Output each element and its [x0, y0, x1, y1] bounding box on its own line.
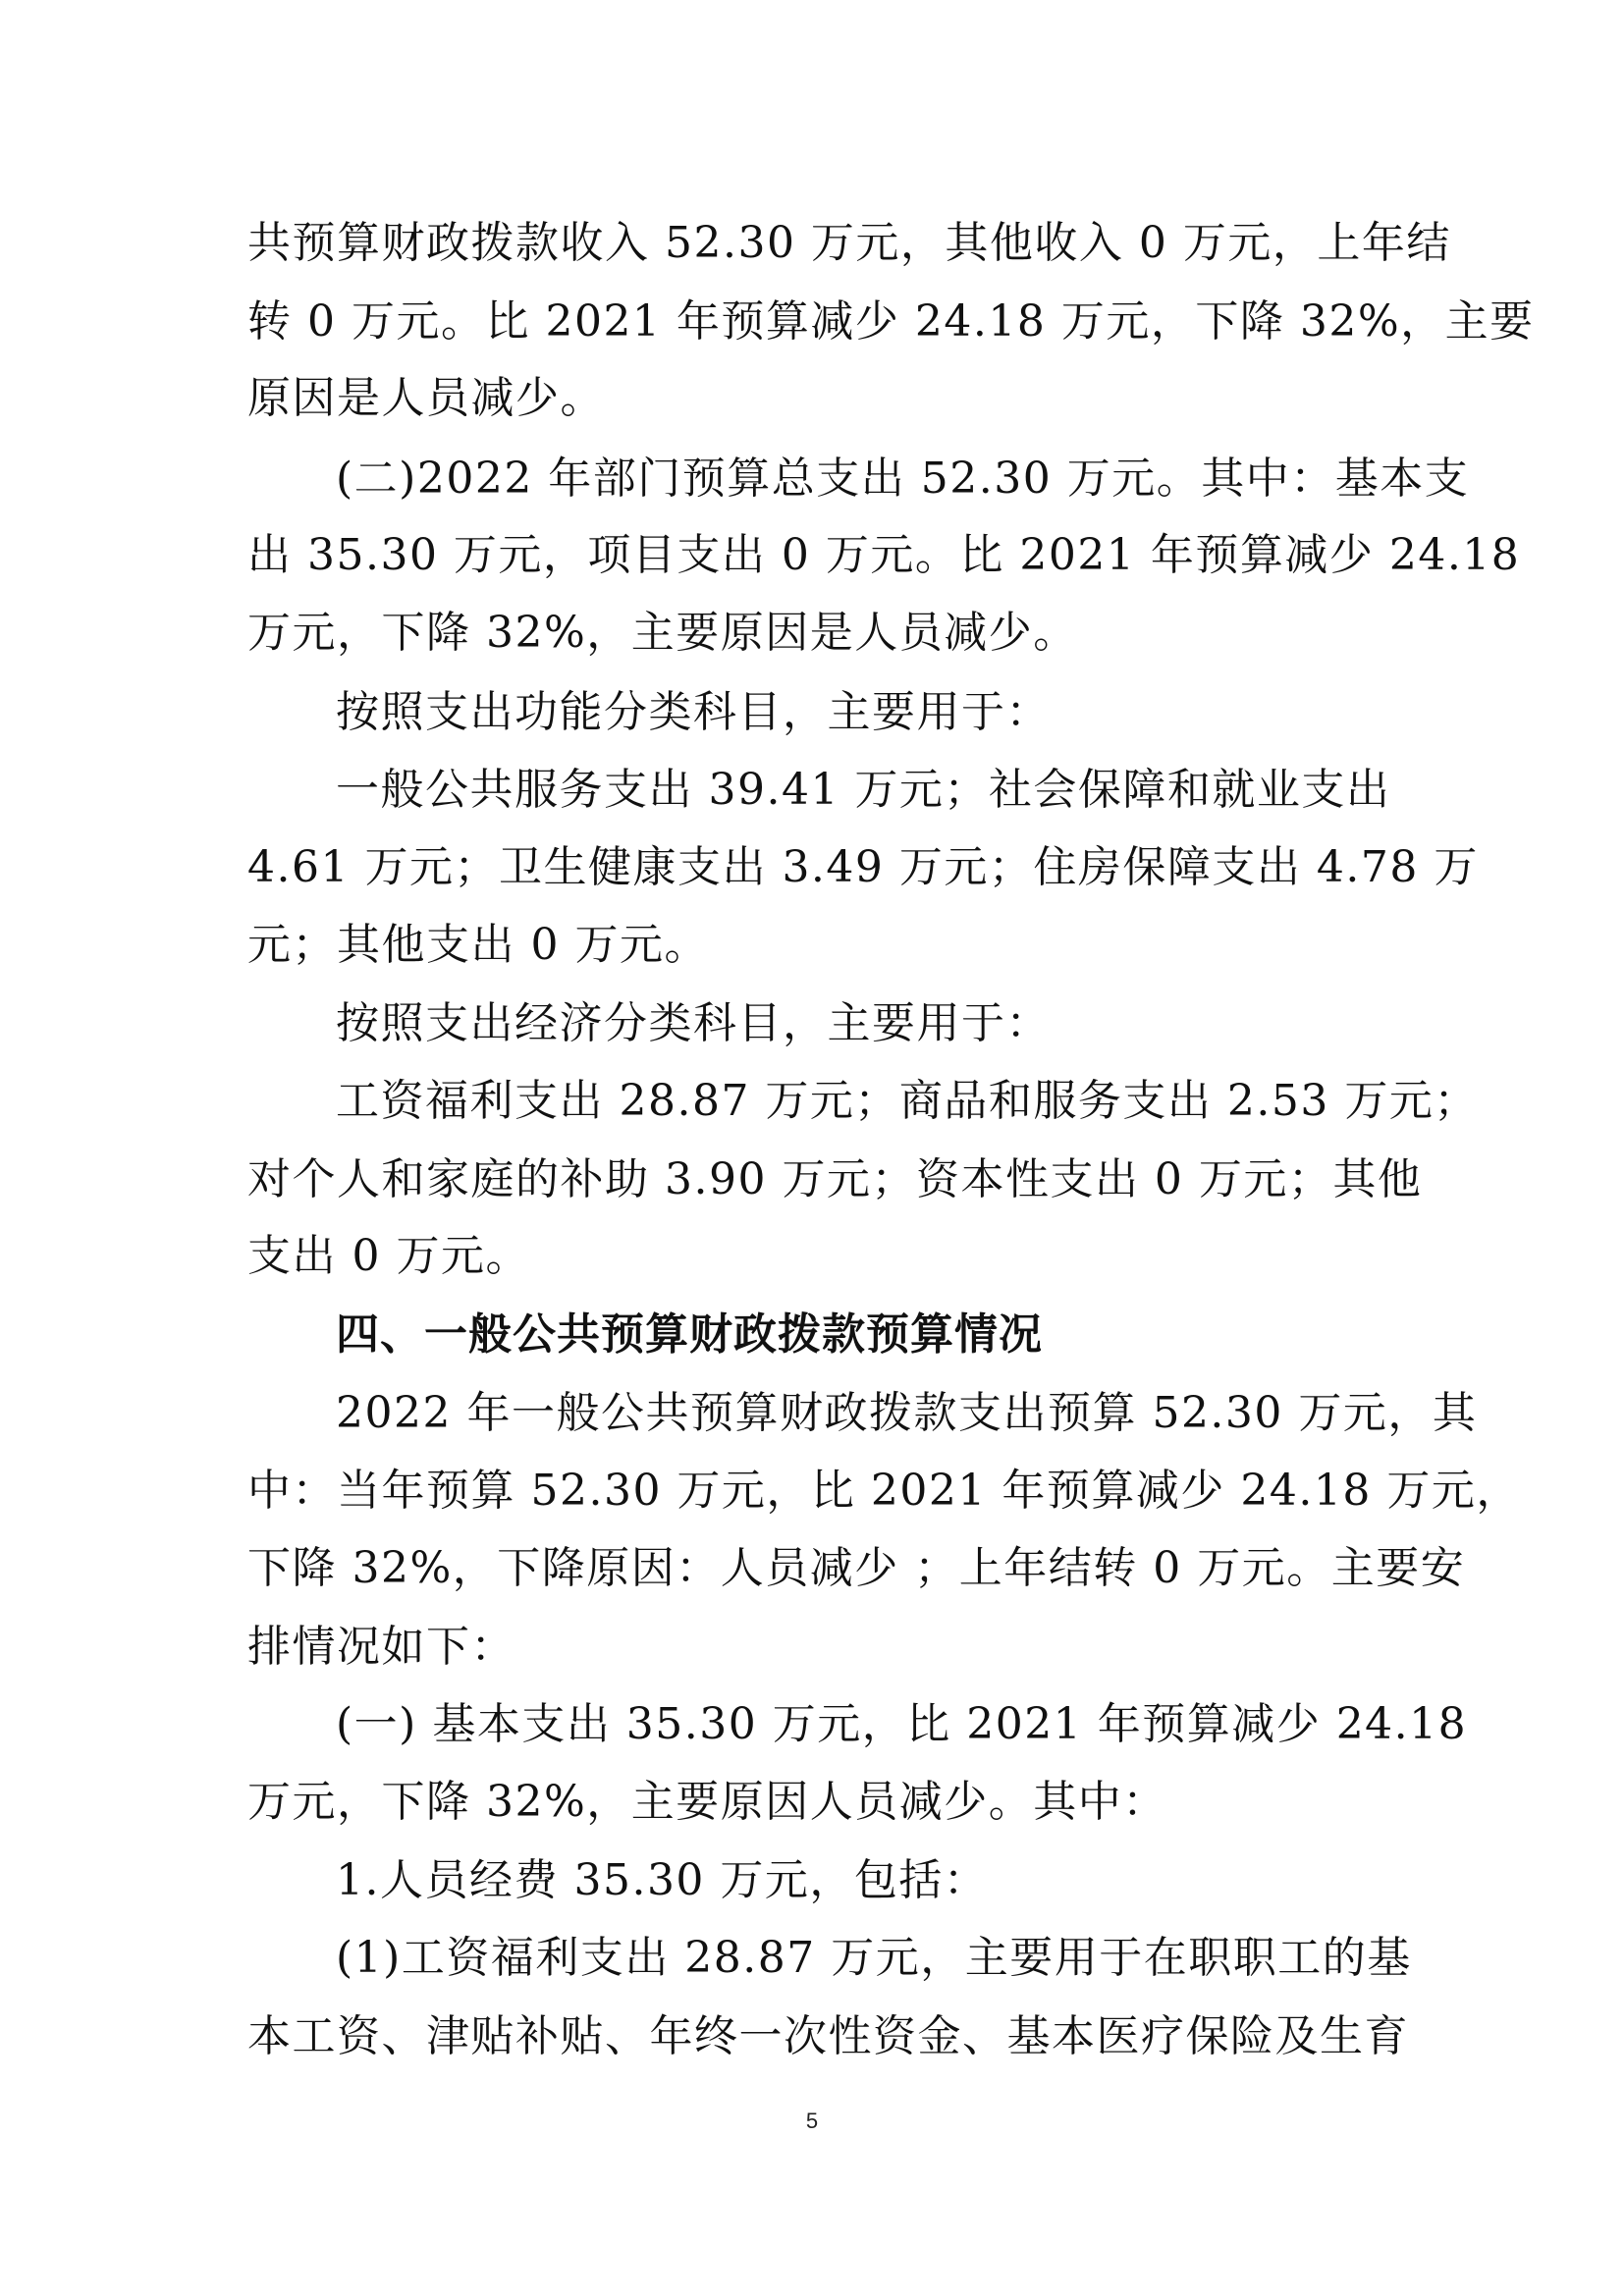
body-line: 排情况如下：	[247, 1622, 515, 1672]
body-line: 4.61 万元；卫生健康支出 3.49 万元；住房保障支出 4.78 万	[247, 842, 1479, 892]
body-line: 出 35.30 万元，项目支出 0 万元。比 2021 年预算减少 24.18	[247, 530, 1521, 580]
body-line: 按照支出功能分类科目，主要用于：	[336, 687, 1051, 737]
body-line: 工资福利支出 28.87 万元；商品和服务支出 2.53 万元；	[336, 1076, 1479, 1126]
body-line: 原因是人员减少。	[247, 373, 605, 423]
body-line: 本工资、津贴补贴、年终一次性资金、基本医疗保险及生育	[247, 2011, 1409, 2061]
body-line: 下降 32%，下降原因：人员减少 ；上年结转 0 万元。主要安	[247, 1543, 1466, 1593]
body-line: 元；其他支出 0 万元。	[247, 920, 709, 970]
body-line: 按照支出经济分类科目，主要用于：	[336, 998, 1051, 1048]
body-line: 万元，下降 32%，主要原因是人员减少。	[247, 608, 1078, 658]
body-line: 共预算财政拨款收入 52.30 万元，其他收入 0 万元，上年结	[247, 218, 1451, 268]
section-heading: 四、一般公共预算财政拨款预算情况	[336, 1309, 1043, 1360]
body-line: 转 0 万元。比 2021 年预算减少 24.18 万元，下降 32%，主要	[247, 296, 1535, 347]
body-line: (一) 基本支出 35.30 万元，比 2021 年预算减少 24.18	[336, 1699, 1468, 1749]
body-line: 万元，下降 32%，主要原因人员减少。其中：	[247, 1777, 1167, 1827]
body-line: (二)2022 年部门预算总支出 52.30 万元。其中：基本支	[336, 454, 1470, 504]
body-line: 2022 年一般公共预算财政拨款支出预算 52.30 万元，其	[336, 1388, 1478, 1438]
page-number: 5	[805, 2109, 819, 2133]
body-line: 一般公共服务支出 39.41 万元；社会保障和就业支出	[336, 765, 1391, 815]
body-line: 支出 0 万元。	[247, 1231, 530, 1281]
body-line: 1.人员经费 35.30 万元，包括：	[336, 1855, 989, 1905]
body-line: 对个人和家庭的补助 3.90 万元；资本性支出 0 万元；其他	[247, 1154, 1423, 1204]
body-line: 中：当年预算 52.30 万元，比 2021 年预算减少 24.18 万元，	[247, 1466, 1521, 1516]
body-line: (1)工资福利支出 28.87 万元，主要用于在职职工的基	[336, 1933, 1412, 1983]
